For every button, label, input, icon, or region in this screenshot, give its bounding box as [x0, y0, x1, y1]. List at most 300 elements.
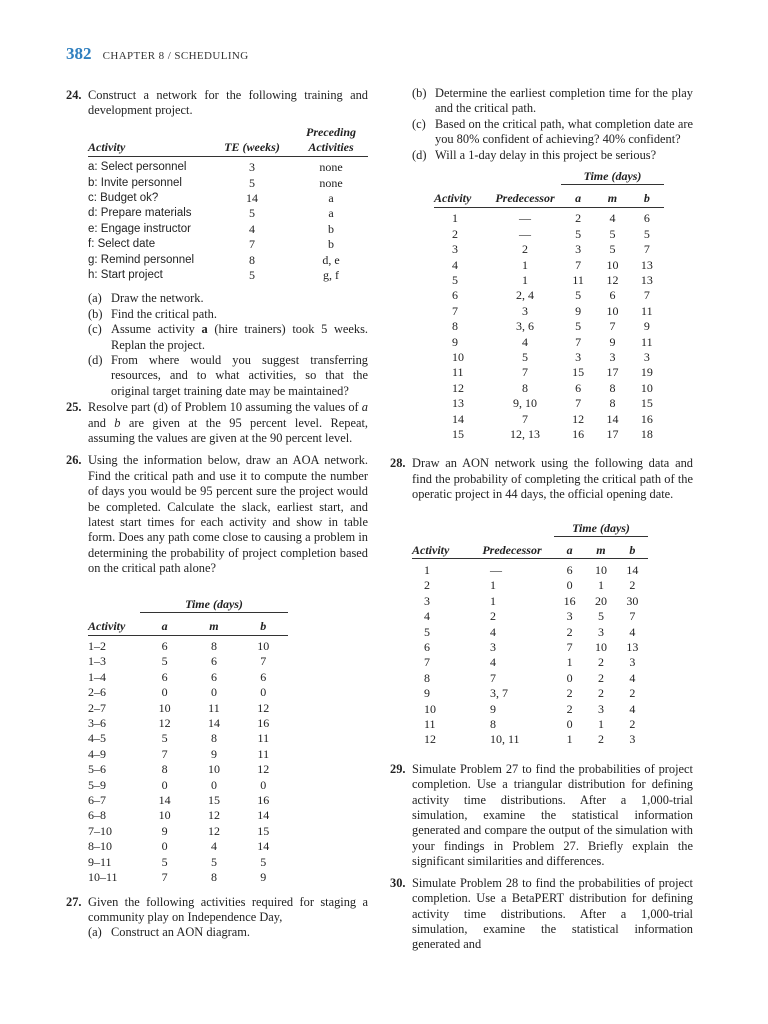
table-row	[88, 639, 288, 654]
chapter-title: CHAPTER 8 / SCHEDULING	[102, 50, 249, 62]
table-cell: 10	[158, 808, 171, 823]
table-cell: 4	[490, 624, 496, 639]
table-cell: 5	[210, 854, 217, 869]
table-cell: 10	[606, 257, 619, 272]
table-cell: 0	[161, 777, 168, 792]
table-cell: 3	[490, 640, 496, 654]
problem-number: 29.	[390, 761, 406, 776]
table-cell: b: Invite personnel	[88, 176, 182, 189]
table-row	[88, 253, 368, 268]
table-cell: 1	[522, 272, 528, 287]
table-cell: 4	[629, 701, 636, 716]
left-column	[66, 88, 368, 941]
column-header-activity: Activity	[88, 613, 140, 635]
table-cell: 14	[207, 716, 220, 731]
table-cell: 1	[490, 593, 496, 608]
table-cell: 7	[643, 288, 650, 303]
table-cell: 9–11	[88, 854, 112, 869]
column-header-b: b	[239, 613, 288, 635]
table-cell: 2, 4	[516, 288, 534, 303]
table-row	[88, 191, 368, 206]
table-cell: none	[319, 160, 343, 175]
table-cell: 16	[563, 593, 576, 608]
problem-26	[66, 453, 368, 576]
table-row	[88, 176, 368, 191]
table-cell: 7–10	[88, 823, 112, 838]
table-cell: 10	[207, 762, 220, 777]
table-cell: 15	[572, 365, 585, 380]
table-cell: 7	[452, 303, 458, 318]
table-cell: 1	[566, 655, 573, 670]
table-cell: 4	[424, 609, 430, 624]
table-cell: 2	[566, 624, 573, 639]
table-cell: 5	[575, 288, 582, 303]
table-cell: 18	[640, 427, 653, 442]
table-row	[434, 242, 664, 257]
table-cell: 5	[609, 242, 616, 257]
problem-number: 28.	[390, 456, 406, 471]
table-cell: 6	[566, 562, 573, 577]
table-cell: 6	[260, 669, 267, 684]
play-activities-table	[434, 169, 664, 442]
table-cell: 19	[640, 365, 653, 380]
table-cell: 16	[640, 411, 653, 426]
table-cell: 2	[597, 670, 604, 685]
table-cell: 1	[490, 578, 496, 593]
table-cell: 11	[257, 731, 270, 746]
table-row	[88, 222, 368, 237]
problem-number: 27.	[66, 894, 82, 909]
table-cell: 0	[566, 717, 573, 732]
table-cell: 3, 6	[516, 319, 534, 334]
table-row	[88, 685, 288, 700]
table-cell: 6	[609, 288, 616, 303]
table-cell: 14	[246, 190, 258, 205]
part-a: (a) Draw the network.	[88, 291, 204, 306]
table-cell: 4	[210, 839, 217, 854]
table-cell: 9, 10	[513, 396, 537, 411]
table-cell: 3	[566, 609, 573, 624]
table-cell: 7	[161, 870, 168, 885]
table-row	[88, 237, 368, 252]
table-cell: 5	[424, 624, 430, 639]
table-cell: 14	[606, 411, 619, 426]
table-cell: 0	[210, 685, 217, 700]
table-row	[88, 268, 368, 283]
table-cell: 9	[161, 823, 168, 838]
table-cell: 2–6	[88, 685, 106, 700]
table-cell: 1–3	[88, 654, 106, 669]
table-row	[434, 350, 664, 365]
table-cell: 5	[609, 226, 616, 241]
table-cell: 6	[424, 640, 430, 654]
table-cell: 16	[257, 716, 270, 731]
table-cell: 5	[161, 854, 168, 869]
table-cell: 0	[260, 777, 267, 792]
table-cell: 2	[629, 578, 636, 593]
table-cell: 10	[640, 380, 653, 395]
table-cell: 8	[452, 319, 458, 334]
table-cell: e: Engage instructor	[88, 222, 191, 235]
table-cell: 15	[257, 823, 270, 838]
table-cell: 5	[249, 267, 255, 282]
table-cell: 11	[208, 700, 220, 715]
table-cell: 4	[629, 670, 636, 685]
table-cell: 4–9	[88, 746, 106, 761]
table-cell: 2–7	[88, 700, 106, 715]
column-header-b: b	[630, 185, 664, 207]
table-cell: 8	[490, 717, 496, 732]
table-cell: 5–6	[88, 762, 106, 777]
column-header-m: m	[189, 613, 238, 635]
table-row	[88, 839, 288, 854]
table-cell: 4–5	[88, 731, 106, 746]
table-cell: 11	[641, 334, 653, 349]
table-cell: 2	[597, 655, 604, 670]
table-cell: 3	[629, 732, 636, 747]
table-cell: 14	[257, 808, 270, 823]
table-cell: 20	[594, 593, 607, 608]
table-cell: 6	[210, 669, 217, 684]
part-b: (b) Find the critical path.	[88, 306, 217, 321]
problem-number: 30.	[390, 875, 406, 890]
table-cell: 5	[522, 350, 528, 364]
column-header-activity: Activity	[88, 140, 210, 156]
operatic-activities-table	[412, 521, 648, 748]
part-d: (d) Will a 1-day delay in this project be serious?	[412, 147, 657, 162]
problem-25: 25. Resolve part (d) of Problem 10 assuming the values of a and b are given at the 95 percent level. Repeat, assuming the values are given at the 90 percent level.	[66, 400, 368, 446]
table-cell: 2	[575, 211, 582, 226]
table-cell: 1–2	[88, 639, 106, 653]
table-cell: 5	[643, 226, 650, 241]
table-cell: —	[519, 211, 531, 226]
table-cell: 14	[626, 562, 639, 577]
table-cell: 11	[572, 272, 584, 287]
column-header-a: a	[554, 537, 585, 559]
table-cell: 3	[609, 350, 616, 364]
table-cell: 12, 13	[510, 427, 540, 442]
table-cell: 7	[522, 411, 528, 426]
table-cell: 1–4	[88, 669, 106, 684]
table-row	[434, 335, 664, 350]
table-row	[434, 258, 664, 273]
table-cell: 15	[640, 396, 653, 411]
table-cell: 2	[566, 686, 573, 701]
time-days-header: Time (days)	[561, 169, 664, 185]
table-row	[88, 762, 288, 777]
table-cell: 12	[207, 823, 220, 838]
problem-text: Simulate Problem 28 to find the probabilities of project completion. Use a BetaPERT distribution for defining activity time distributions. After a 1,000-trial simulation, examine the statistical information generated and	[412, 875, 693, 952]
table-cell: 14	[452, 411, 464, 426]
table-row	[412, 578, 648, 593]
table-cell: 10–11	[88, 870, 118, 885]
table-cell: 1	[424, 562, 430, 577]
table-cell: 5	[575, 226, 582, 241]
table-cell: 7	[575, 396, 582, 411]
table-cell: 3	[522, 303, 528, 318]
table-row	[412, 671, 648, 686]
table-row	[88, 793, 288, 808]
table-cell: 9	[424, 686, 430, 701]
table-cell: 5	[249, 175, 255, 190]
table-cell: 11	[424, 717, 436, 732]
table-cell: 8	[210, 731, 217, 746]
problem-number: 25.	[66, 400, 82, 415]
column-header-m: m	[585, 537, 616, 559]
table-cell: 1	[597, 578, 604, 593]
table-cell: 17	[606, 365, 619, 380]
time-days-header: Time (days)	[554, 521, 648, 537]
table-cell: h: Start project	[88, 268, 163, 281]
table-cell: 6	[161, 669, 168, 684]
table-cell: d: Prepare materials	[88, 207, 192, 220]
table-cell: 7	[490, 670, 496, 685]
table-row	[434, 365, 664, 380]
table-row	[434, 319, 664, 334]
table-cell: 12	[606, 272, 619, 287]
table-row	[434, 304, 664, 319]
table-row	[412, 640, 648, 655]
table-cell: 11	[452, 365, 464, 380]
table-cell: 16	[257, 793, 270, 808]
table-row	[412, 655, 648, 670]
table-cell: 3	[575, 350, 582, 364]
table-row	[88, 206, 368, 221]
table-cell: 5	[249, 206, 255, 221]
table-cell: 12	[424, 732, 436, 747]
table-cell: g, f	[323, 267, 339, 282]
table-cell: 9	[210, 746, 217, 761]
table-cell: 4	[629, 624, 636, 639]
table-row	[434, 227, 664, 242]
table-cell: 11	[641, 303, 653, 318]
table-cell: a: Select personnel	[88, 161, 187, 174]
table-cell: 4	[609, 211, 616, 226]
table-row	[434, 288, 664, 303]
table-cell: 8	[424, 670, 430, 685]
problem-24	[66, 88, 368, 119]
table-cell: 3	[597, 701, 604, 716]
table-cell: 8	[161, 762, 168, 777]
problem-29	[390, 762, 693, 870]
table-cell: 10	[424, 701, 436, 716]
table-cell: 4	[490, 655, 496, 670]
table-cell: 1	[597, 717, 604, 732]
table-cell: 5	[575, 319, 582, 334]
table-cell: c: Budget ok?	[88, 191, 159, 204]
column-header-te: TE (weeks)	[210, 140, 294, 156]
table-cell: 10, 11	[490, 732, 520, 747]
table-row	[434, 427, 664, 442]
table-cell: 2	[424, 578, 430, 593]
table-cell: 3	[249, 160, 255, 175]
aoa-activity-times-table	[88, 597, 288, 886]
table-row	[412, 686, 648, 701]
table-cell: 10	[452, 350, 464, 364]
table-cell: 12	[257, 700, 270, 715]
problem-text: Construct a network for the following training and development project.	[88, 88, 368, 118]
table-cell: 8	[609, 396, 616, 411]
table-cell: d, e	[322, 252, 340, 267]
table-row	[434, 381, 664, 396]
part-a: (a) Construct an AON diagram.	[88, 925, 251, 940]
table-cell: 10	[606, 303, 619, 318]
table-cell: 7	[575, 334, 582, 349]
table-cell: 13	[640, 272, 653, 287]
table-cell: 5	[260, 854, 267, 869]
table-cell: 8	[609, 380, 616, 395]
table-cell: 8–10	[88, 839, 112, 854]
table-cell: 8	[522, 380, 528, 395]
table-row	[88, 701, 288, 716]
table-cell: 1	[522, 257, 528, 272]
table-row	[434, 396, 664, 411]
part-c: (c) Based on the critical path, what completion date are you 80% confident of achieving? 40% confident?	[412, 116, 693, 147]
table-cell: —	[519, 226, 531, 241]
table-cell: 6–8	[88, 808, 106, 823]
table-cell: 6	[643, 211, 650, 226]
column-header-activity: Activity	[434, 185, 489, 207]
table-cell: 2	[452, 226, 458, 241]
table-row	[434, 273, 664, 288]
table-cell: 9	[490, 701, 496, 716]
table-cell: 6	[161, 639, 168, 653]
table-cell: 5	[597, 609, 604, 624]
table-cell: g: Remind personnel	[88, 253, 195, 266]
table-cell: 5	[161, 731, 168, 746]
table-cell: 6–7	[88, 793, 106, 808]
table-cell: a	[328, 206, 334, 221]
table-cell: 16	[572, 427, 585, 442]
table-cell: 8	[249, 252, 255, 267]
table-cell: 7	[643, 242, 650, 257]
table-cell: 0	[161, 839, 168, 854]
table-cell: 4	[522, 334, 528, 349]
table-cell: 7	[249, 237, 255, 252]
table-cell: 7	[522, 365, 528, 380]
table-row	[88, 855, 288, 870]
table-cell: 7	[424, 655, 430, 670]
table-cell: 2	[629, 686, 636, 701]
table-cell: 3	[629, 655, 636, 670]
table-cell: 2	[566, 701, 573, 716]
table-cell: 12	[452, 380, 464, 395]
part-b: (b) Determine the earliest completion time for the play and the critical path.	[412, 86, 693, 116]
table-cell: a	[328, 190, 334, 205]
table-cell: b	[328, 221, 334, 236]
problem-text: Draw an AON network using the following data and find the probability of completing the critical path of the operatic project in 44 days, the official opening date.	[412, 456, 693, 502]
part-d: (d) From where would you suggest transferring resources, and to what activities, so that the original target training date may be maintained?	[88, 353, 368, 398]
table-cell: 8	[210, 870, 217, 885]
table-row	[412, 717, 648, 732]
table-cell: 3, 7	[490, 686, 508, 701]
table-cell: 12	[572, 411, 585, 426]
table-cell: 2	[597, 686, 604, 701]
table-cell: 2	[597, 732, 604, 747]
table-cell: 30	[626, 593, 639, 608]
table-cell: 6	[575, 380, 582, 395]
table-cell: 7	[566, 640, 573, 654]
table-cell: 13	[452, 396, 464, 411]
table-cell: 2	[522, 242, 528, 257]
problem-30	[390, 876, 693, 953]
table-cell: 14	[158, 793, 171, 808]
table-cell: 3	[643, 350, 650, 364]
right-column	[390, 86, 693, 953]
column-header-predecessor: Predecessor	[470, 537, 554, 559]
column-header-activities: Activities	[294, 140, 368, 156]
table-cell: 4	[249, 221, 255, 236]
table-cell: 0	[566, 578, 573, 593]
table-row	[88, 824, 288, 839]
column-header-a: a	[561, 185, 595, 207]
table-cell: none	[319, 175, 343, 190]
table-cell: 12	[257, 762, 270, 777]
table-cell: 4	[452, 257, 458, 272]
table-row	[412, 625, 648, 640]
table-row	[412, 594, 648, 609]
table-cell: 10	[257, 639, 270, 653]
problem-28	[390, 456, 693, 502]
table-cell: 0	[161, 685, 168, 700]
table-row	[88, 808, 288, 823]
table-cell: 5	[452, 272, 458, 287]
table-cell: 7	[609, 319, 616, 334]
table-cell: 9	[260, 870, 267, 885]
table-cell: 6	[210, 654, 217, 669]
table-row	[88, 870, 288, 885]
table-row	[88, 731, 288, 746]
problem-text: Using the information below, draw an AOA network. Find the critical path and use it to compute the number of days you would be 95 percent sure the project would be completed. Calculate the slack, earliest start, and latest start times for each activity and show in table form. Does any path come close to causing a problem in determining the probability of project completion based on the critical path alone?	[88, 453, 368, 576]
table-cell: 11	[257, 746, 270, 761]
part-c: (c) Assume activity a (hire trainers) took 5 weeks. Replan the project.	[88, 322, 369, 352]
table-cell: 5	[161, 654, 168, 669]
time-days-header: Time (days)	[140, 597, 288, 613]
table-row	[88, 670, 288, 685]
table-cell: 9	[643, 319, 650, 334]
table-cell: 6	[452, 288, 458, 303]
problem-27	[66, 895, 368, 926]
table-row	[88, 654, 288, 669]
page-number: 382	[66, 44, 92, 63]
table-cell: 0	[566, 670, 573, 685]
table-cell: 2	[629, 717, 636, 732]
table-cell: 13	[626, 640, 639, 654]
table-cell: 17	[606, 427, 619, 442]
table-cell: 10	[594, 640, 607, 654]
table-cell: 3	[424, 593, 430, 608]
table-row	[434, 412, 664, 427]
table-row	[412, 563, 648, 578]
table-row	[434, 211, 664, 226]
table-row	[88, 778, 288, 793]
table-cell: 5–9	[88, 777, 106, 792]
table-cell: 1	[452, 211, 458, 226]
table-cell: 8	[210, 639, 217, 653]
table-cell: 15	[452, 427, 464, 442]
table-cell: b	[328, 237, 334, 252]
problem-text: Given the following activities required for staging a community play on Independence Day,	[88, 894, 368, 924]
table-cell: 13	[640, 257, 653, 272]
column-header-b: b	[617, 537, 648, 559]
problem-24-parts	[88, 291, 368, 399]
table-cell: 3–6	[88, 716, 106, 731]
table-cell: 7	[161, 746, 168, 761]
table-cell: 9	[609, 334, 616, 349]
table-cell: 1	[566, 732, 573, 747]
table-cell: —	[490, 562, 502, 577]
table-cell: 15	[207, 793, 220, 808]
